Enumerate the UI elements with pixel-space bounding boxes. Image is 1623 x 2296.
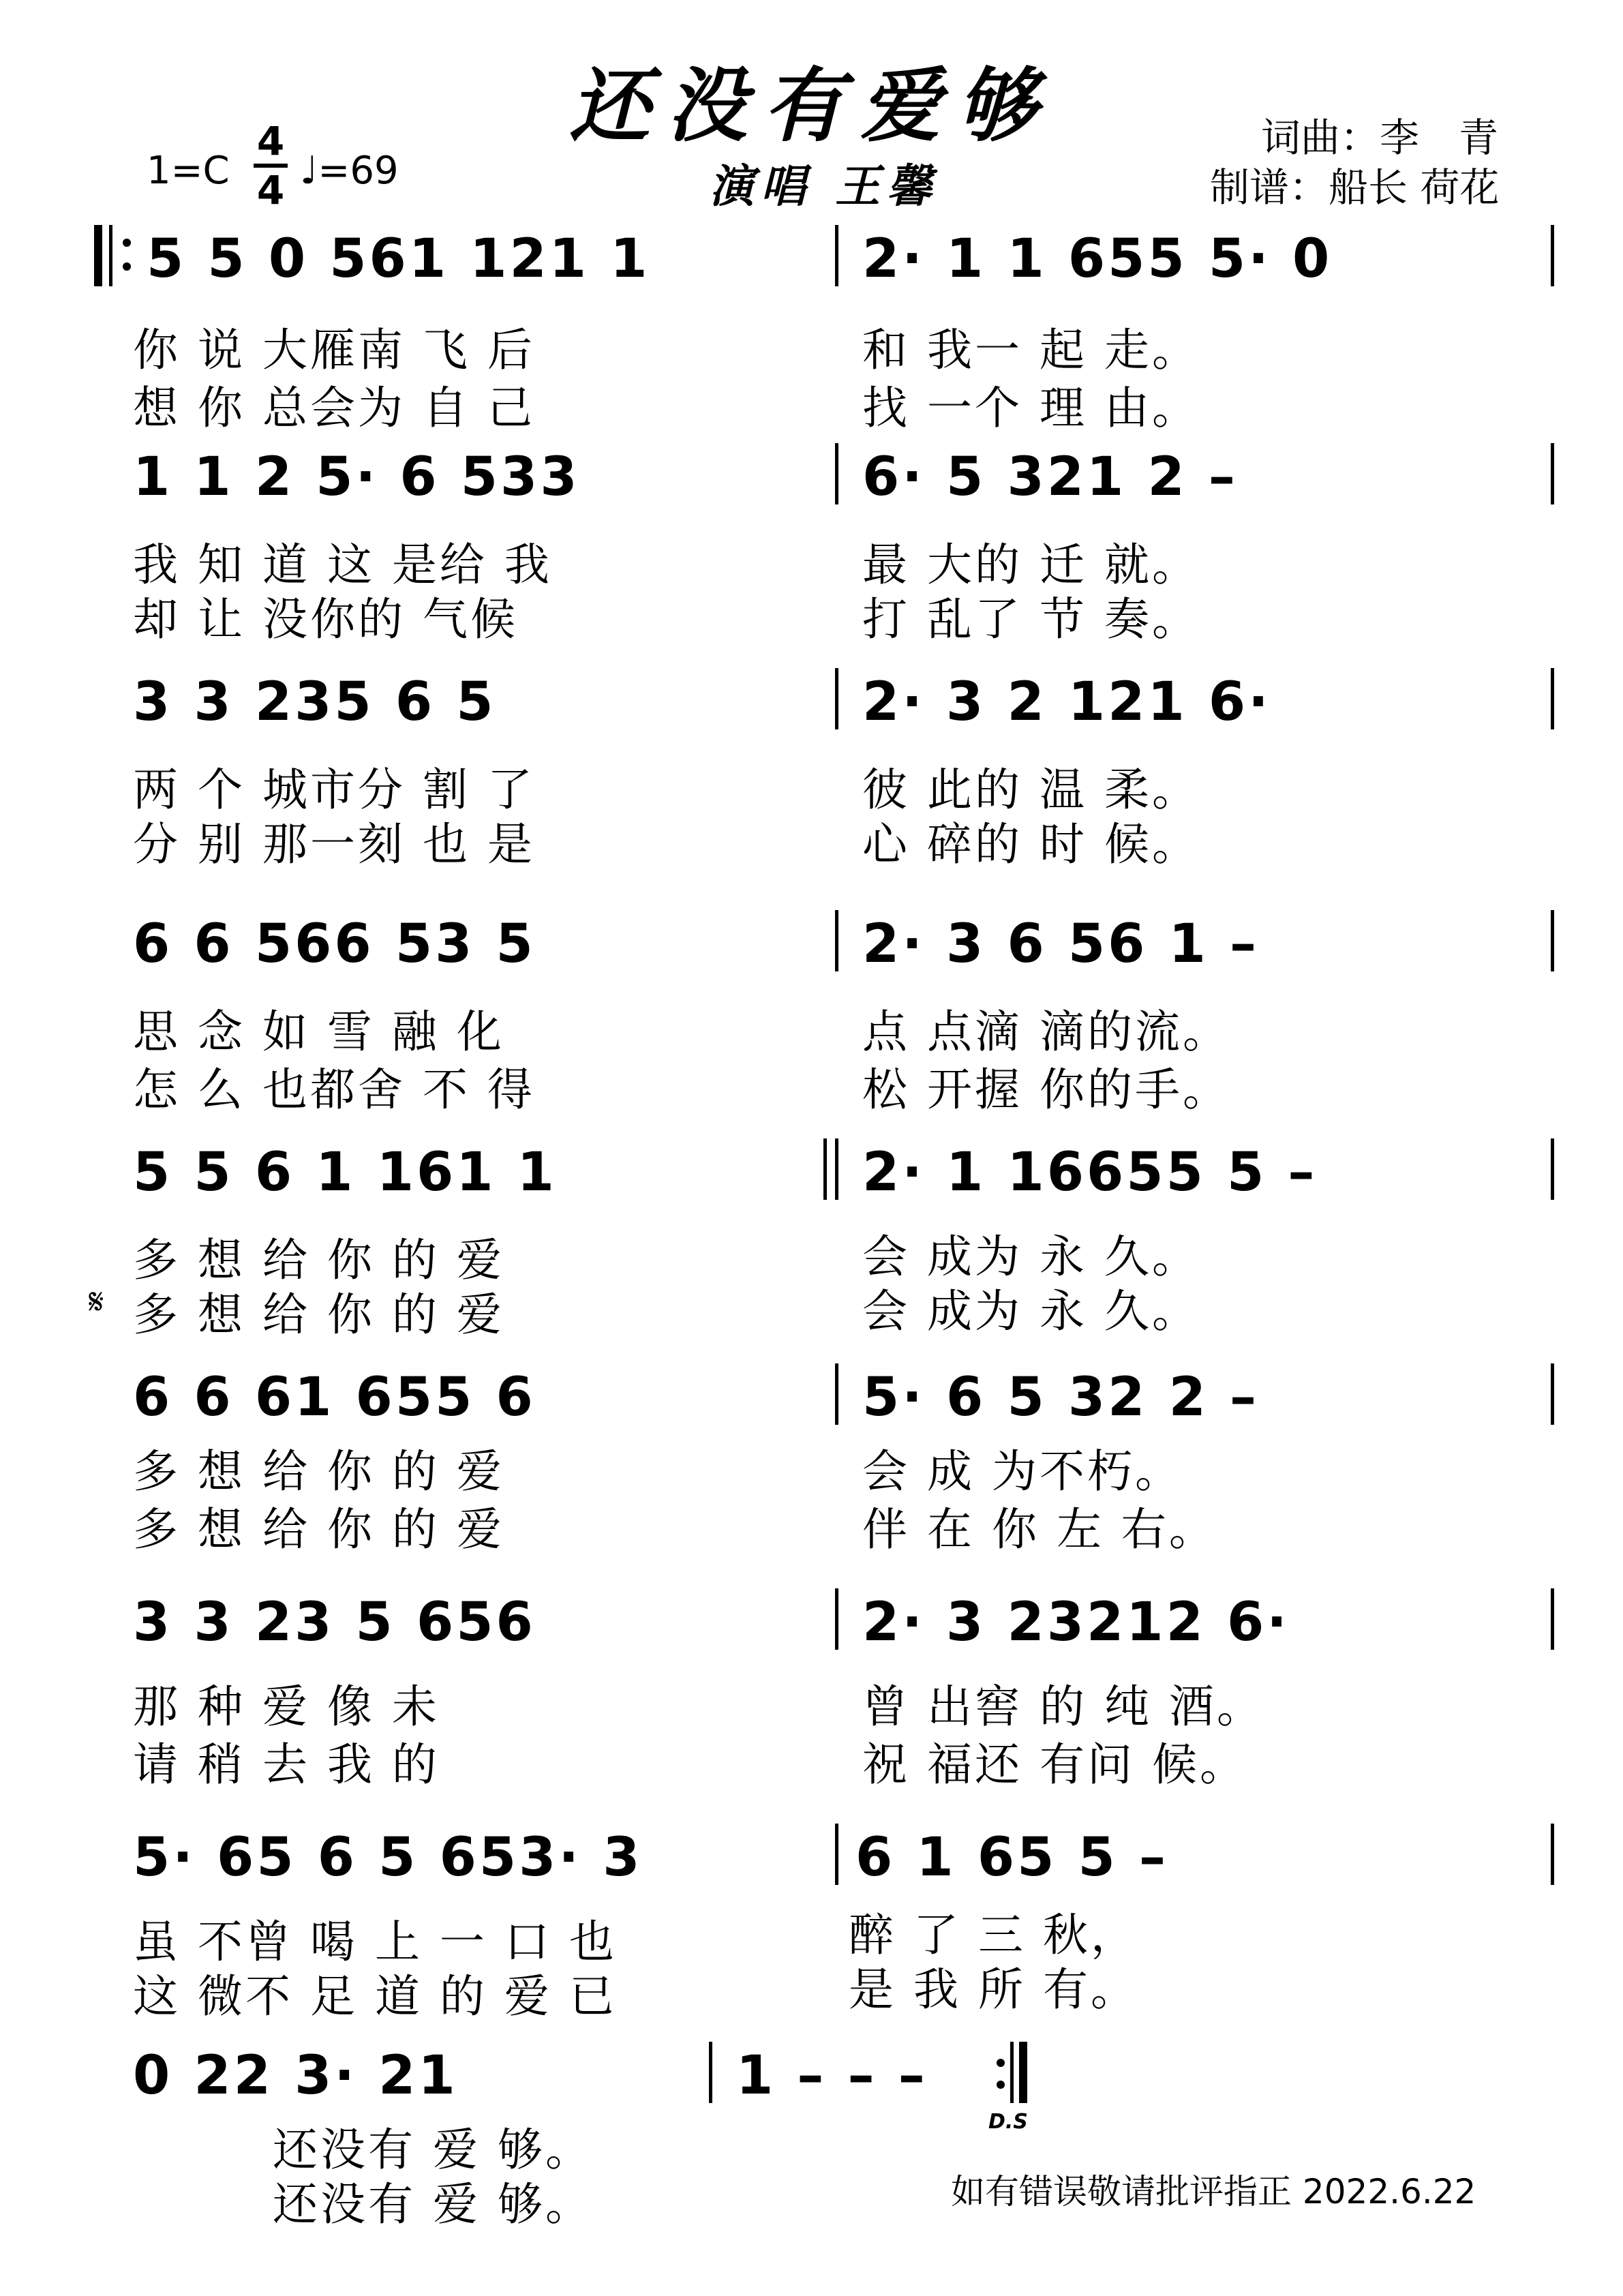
lyric-row-4-verse-2-b: 松 开握 你的手。: [862, 1063, 1230, 1116]
lyric-row-8-verse-1-a: 虽 不曾 喝 上 一 口 也: [133, 1916, 617, 1968]
notes-row-8-a: 5· 65 6 5 653· 3: [133, 1827, 643, 1888]
repeat-dot: [123, 262, 131, 271]
barline: [1551, 1824, 1554, 1885]
lyric-row-5-verse-2-a: 多 想 给 你 的 爱: [133, 1288, 504, 1341]
lyric-row-9-verse-1: 还没有 爱 够。: [273, 2124, 593, 2176]
lyric-row-3-verse-2-b: 心 碎的 时 候。: [862, 818, 1200, 871]
barline: [835, 1588, 838, 1650]
notes-row-2-b: 6· 5 321 2 –: [862, 447, 1238, 508]
lyric-row-3-verse-2-a: 分 别 那一刻 也 是: [133, 818, 535, 871]
lyric-row-7-verse-2-b: 祝 福还 有问 候。: [862, 1738, 1247, 1791]
double-barline: [835, 1138, 838, 1200]
lyric-row-7-verse-1-a: 那 种 爱 像 未: [133, 1680, 440, 1733]
lyric-row-7-verse-1-b: 曾 出窖 的 纯 酒。: [862, 1680, 1264, 1733]
lyric-row-8-verse-2-b: 是 我 所 有。: [849, 1963, 1138, 2016]
lyric-row-2-verse-1-a: 我 知 道 这 是给 我: [133, 539, 552, 591]
lyric-row-2-verse-1-b: 最 大的 迁 就。: [862, 539, 1200, 591]
repeat-dot: [123, 239, 131, 247]
tempo-marking: ♩=69: [300, 149, 399, 193]
barline: [709, 2042, 712, 2103]
segno-icon: 𝄋: [89, 1282, 104, 1323]
barline: [1551, 668, 1554, 729]
transcriber-credit: 制谱：船长 荷花: [1210, 164, 1500, 211]
lyric-row-2-verse-2-b: 打 乱了 节 奏。: [862, 593, 1200, 646]
lyric-row-4-verse-1-a: 思 念 如 雪 融 化: [133, 1006, 504, 1058]
footer-note: 如有错误敬请批评指正 2022.6.22: [951, 2172, 1476, 2211]
lyric-row-1-verse-2-a: 想 你 总会为 自 己: [133, 382, 535, 434]
notes-row-1-a: 5 5 0 561 121 1: [147, 228, 650, 290]
barline: [835, 910, 838, 971]
notes-row-4-b: 2· 3 6 56 1 –: [862, 913, 1260, 975]
lyric-row-4-verse-2-a: 怎 么 也都舍 不 得: [133, 1063, 535, 1116]
notes-row-9-a: 0 22 3· 21: [133, 2045, 458, 2106]
notes-row-3-b: 2· 3 2 121 6·: [862, 671, 1271, 733]
lyric-row-6-verse-1-b: 会 成 为不朽。: [862, 1445, 1183, 1498]
lyric-row-2-verse-2-a: 却 让 没你的 气候: [133, 593, 518, 646]
barline: [1551, 443, 1554, 504]
lyric-row-1-verse-1-b: 和 我一 起 走。: [862, 324, 1200, 376]
repeat-start-barline: [94, 225, 102, 286]
barline: [1010, 2042, 1014, 2103]
lyric-row-4-verse-1-b: 点 点滴 滴的流。: [862, 1006, 1230, 1058]
barline: [1551, 1138, 1554, 1200]
dal-segno-marking: D.S: [988, 2110, 1028, 2134]
notes-row-3-a: 3 3 235 6 5: [133, 671, 496, 733]
lyric-row-3-verse-1-b: 彼 此的 温 柔。: [862, 764, 1200, 816]
barline: [109, 225, 112, 286]
key-signature: 1=C: [147, 149, 230, 193]
notes-row-8-b: 6 1 65 5 –: [855, 1827, 1168, 1888]
barline: [835, 225, 838, 286]
barline: [1551, 910, 1554, 971]
lyric-row-9-verse-2: 还没有 爱 够。: [273, 2178, 593, 2231]
lyric-row-1-verse-1-a: 你 说 大雁南 飞 后: [133, 324, 535, 376]
repeat-dot: [997, 2059, 1005, 2067]
notes-row-6-a: 6 6 61 655 6: [133, 1367, 536, 1428]
lyric-row-1-verse-2-b: 找 一个 理 由。: [862, 382, 1200, 434]
notes-row-9-b: 1 – – –: [736, 2045, 928, 2106]
lyric-row-7-verse-2-a: 请 稍 去 我 的: [133, 1738, 440, 1791]
barline: [1551, 1588, 1554, 1650]
time-signature-top: 4: [256, 118, 285, 164]
notes-row-5-a: 5 5 6 1 161 1: [133, 1142, 557, 1203]
notes-row-1-b: 2· 1 1 655 5· 0: [862, 228, 1333, 290]
lyric-row-5-verse-1-a: 多 想 给 你 的 爱: [133, 1234, 504, 1286]
lyric-row-8-verse-2-a: 这 微不 足 道 的 爱 已: [133, 1970, 617, 2023]
notes-row-5-b: 2· 1 16655 5 –: [862, 1142, 1318, 1203]
lyric-row-6-verse-2-b: 伴 在 你 左 右。: [862, 1503, 1217, 1556]
barline: [835, 1824, 838, 1885]
lyric-row-8-verse-1-b: 醉 了 三 秋，: [849, 1909, 1138, 1961]
notes-row-7-a: 3 3 23 5 656: [133, 1592, 536, 1653]
time-signature: [254, 118, 288, 213]
barline: [835, 1363, 838, 1425]
lyricist-composer-credit: 词曲：李 青: [1261, 115, 1499, 161]
lyric-row-6-verse-1-a: 多 想 给 你 的 爱: [133, 1445, 504, 1498]
barline: [1551, 1363, 1554, 1425]
singer-credit: 演唱 王馨: [709, 160, 939, 213]
repeat-dot: [997, 2081, 1005, 2089]
lyric-row-5-verse-2-b: 会 成为 永 久。: [862, 1285, 1200, 1338]
barline: [835, 443, 838, 504]
lyric-row-3-verse-1-a: 两 个 城市分 割 了: [133, 764, 535, 816]
song-title: 还没有爱够: [569, 58, 1054, 153]
notes-row-7-b: 2· 3 23212 6·: [862, 1592, 1290, 1653]
time-signature-bottom: 4: [256, 167, 285, 213]
notes-row-6-b: 5· 6 5 32 2 –: [862, 1367, 1260, 1428]
notes-row-4-a: 6 6 566 53 5: [133, 913, 536, 975]
barline: [1551, 225, 1554, 286]
lyric-row-6-verse-2-a: 多 想 给 你 的 爱: [133, 1503, 504, 1556]
barline: [835, 668, 838, 729]
lyric-row-5-verse-1-b: 会 成为 永 久。: [862, 1230, 1200, 1283]
repeat-end-barline: [1019, 2042, 1027, 2103]
double-barline: [823, 1138, 827, 1200]
notes-row-2-a: 1 1 2 5· 6 533: [133, 447, 580, 508]
